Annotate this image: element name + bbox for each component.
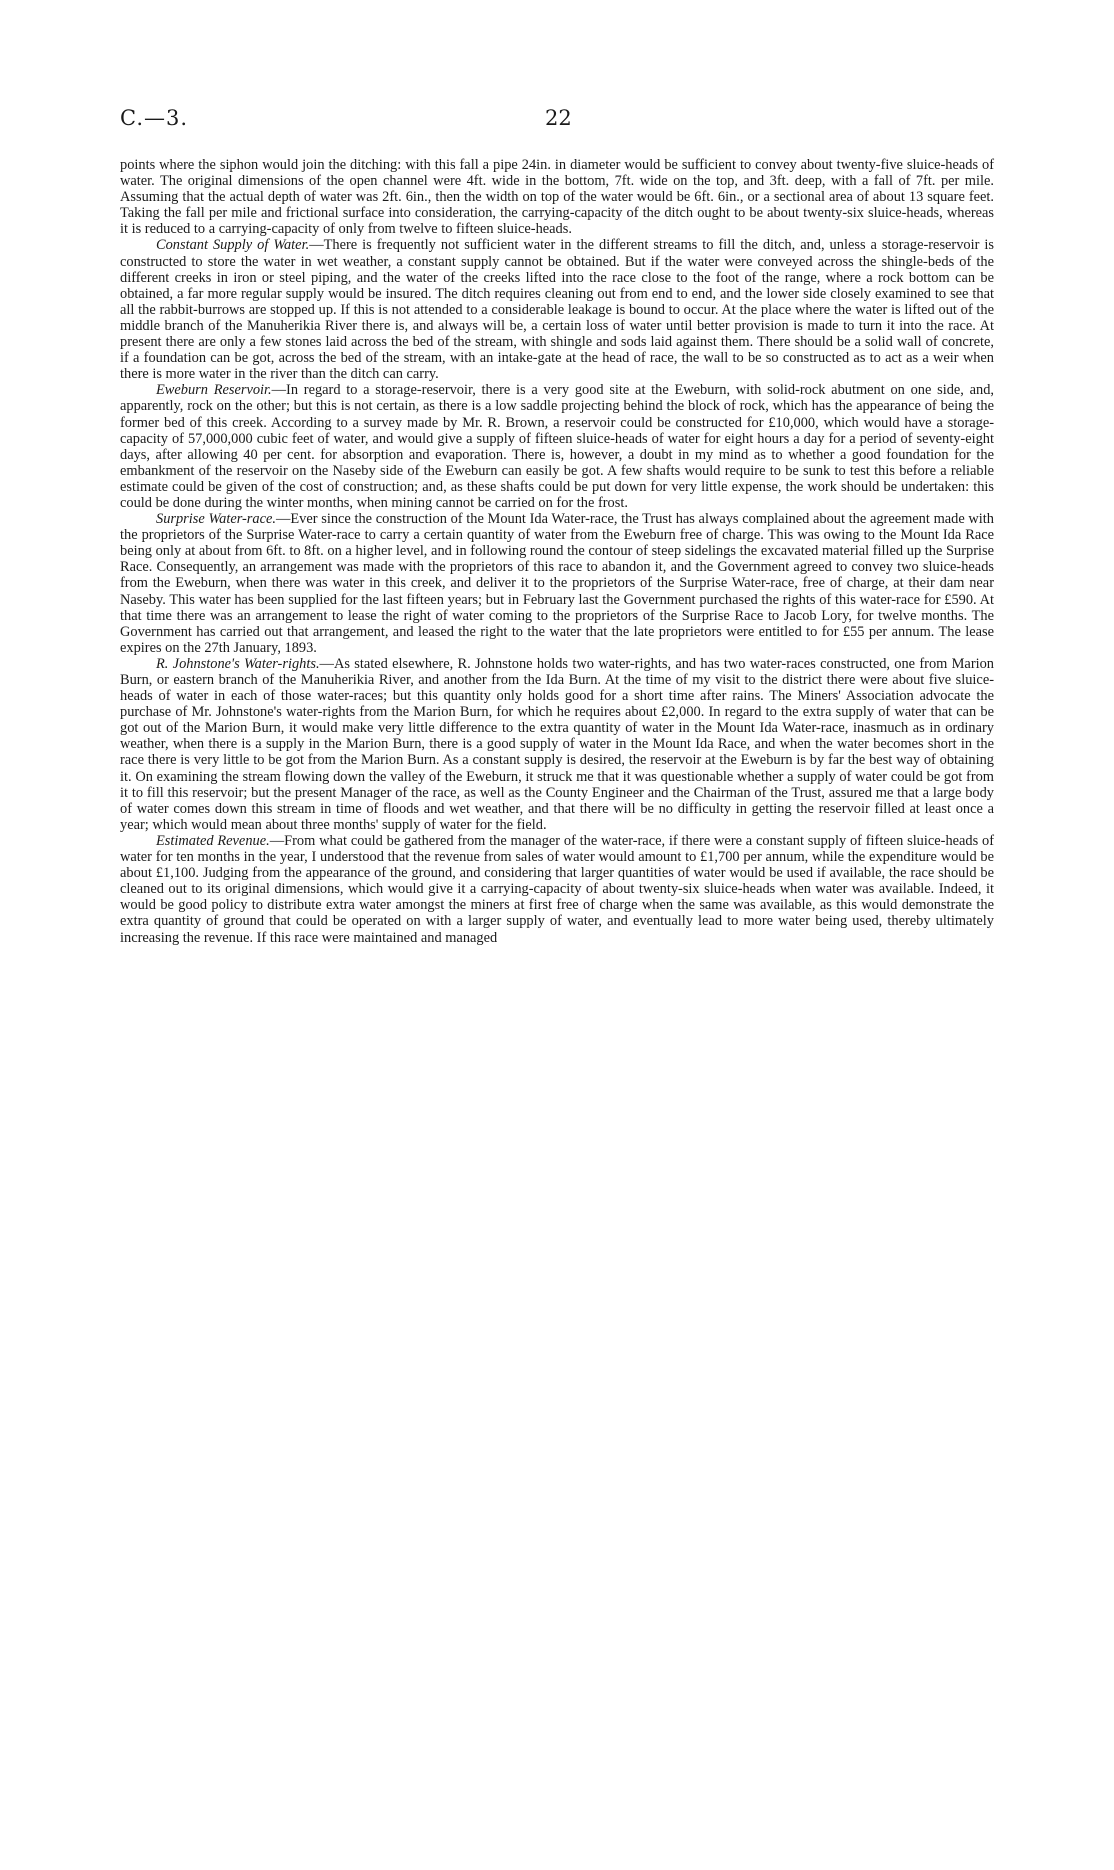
paragraph-estimated-revenue [120,833,994,946]
paragraph-text: —In regard to a storage-reservoir, there is a very good site at the Eweburn, with solid-rock abutment on one side, and, apparently, rock on the other; but this is not certain, as there is a low saddle projecting behind the block of rock, which has the appearance of being the former bed of this creek. According to a survey made by Mr. R. Brown, a reservoir could be constructed for £10,000, which would have a storage-capacity of 57,000,000 cubic feet of water, and would give a supply of fifteen sluice-heads of water for eight hours a day for a period of seventy-eight days, after allowing 40 per cent. for absorption and evaporation. There is, however, a doubt in my mind as to whether a good foundation for the embankment of the reservoir on the Naseby side of the Eweburn can easily be got. A few shafts would require to be sunk to test this before a reliable estimate could be given of the cost of construction; and, as these shafts could be put down for very little expense, the work should be undertaken: this could be done during the winter months, when mining cannot be carried on for the frost. [120,382,994,511]
page-number: 22 [545,106,572,130]
paragraph-siphon [120,157,994,237]
section-heading: Constant Supply of Water. [156,237,310,254]
paragraph-text: —From what could be gathered from the manager of the water-race, if there were a constant supply of fifteen sluice-heads of water for ten months in the year, I understood that the revenue from sales of water would amount to £1,700 per annum, while the expenditure would be about £1,100. Judging from the appearance of the ground, and considering that larger quantities of water would be used if available, the race should be cleaned out to its original dimensions, which would give it a carrying-capacity of about twenty-six sluice-heads when water was available. Indeed, it would be good policy to distribute extra water amongst the miners at first free of charge when the same was available, as this would demonstrate the extra quantity of ground that could be operated on with a larger supply of water, and eventually lead to more water being used, thereby ultimately increasing the revenue. If this race were maintained and managed [120,832,995,946]
paragraph-text: —As stated elsewhere, R. Johnstone holds two water-rights, and has two water-races constructed, one from Marion Burn, or eastern branch of the Manuherikia River, and another from the Ida Burn. At the time of my visit to the district there were about five sluice-heads of water in each of those water-races; but this quantity only holds good for a short time after rains. The Miners' Association advocate the purchase of Mr. Johnstone's water-rights from the Marion Burn, for which he requires about £2,000. In regard to the extra supply of water that can be got out of the Marion Burn, it would make very little difference to the extra quantity of water in the Mount Ida Water-race, inasmuch as in ordinary weather, when there is a supply in the Marion Burn, there is a good supply of water in the Mount Ida Race, and when the water becomes short in the race there is very little to be got from the Marion Burn. As a constant supply is desired, the reservoir at the Eweburn is by far the best way of obtaining it. On examining the stream flowing down the valley of the Eweburn, it struck me that it was questionable whether a supply of water could be got from it to fill this reservoir; but the present Manager of the race, as well as the County Engineer and the Chairman of the Trust, assured me that a large body of water comes down this stream in time of floods and wet weather, and that there will be no difficulty in getting the reservoir filled at least once a year; which would mean about three months' supply of water for the field. [120,655,994,833]
paragraph-text: —There is frequently not sufficient water in the different streams to fill the ditch, and, unless a storage-reservoir is constructed to store the water in wet weather, a constant supply cannot be obtained. But if the water were conveyed across the shingle-beds of the different creeks in iron or steel piping, and the water of the creeks lifted into the race close to the foot of the range, where a rock bottom can be obtained, a far more regular supply would be insured. The ditch requires cleaning out from end to end, and the lower side closely examined to see that all the rabbit-burrows are stopped up. If this is not attended to a considerable leakage is bound to occur. At the place where the water is lifted out of the middle branch of the Manuherikia River there is, and always will be, a certain loss of water until better provision is made to turn it into the race. At present there are only a few stones laid across the bed of the stream, with shingle and sods laid against them. There should be a solid wall of concrete, if a foundation can be got, across the bed of the stream, with an intake-gate at the head of race, the wall to be so constructed as to act as a weir when there is more water in the river than the ditch can carry. [120,237,995,383]
paragraph-text: —Ever since the construction of the Mount Ida Water-race, the Trust has always complained about the agreement made with the proprietors of the Surprise Water-race to carry a certain quantity of water from the Eweburn free of charge. This was owing to the Mount Ida Race being only at about from 6ft. to 8ft. on a higher level, and in following round the contour of steep sidelings the excavated material filled up the Surprise Race. Consequently, an arrangement was made with the proprietors of this race to abandon it, and the Government agreed to convey two sluice-heads from the Eweburn, when there was water in this creek, and deliver it to the proprietors of the Surprise Water-race, free of charge, at their dam near Naseby. This water has been supplied for the last fifteen years; but in February last the Government purchased the rights of this water-race for £590. At that time there was an arrangement to lease the right of water coming to the proprietors of the Surprise Race to Jacob Lory, for twelve months. The Government has carried out that arrangement, and leased the right to the water that the late proprietors were entitled to for £55 per annum. The lease expires on the 27th January, 1893. [120,511,995,656]
section-heading: Surprise Water-race. [156,511,276,528]
section-heading: Eweburn Reservoir. [156,382,272,399]
paragraph-text: points where the siphon would join the ditching: with this fall a pipe 24in. in diameter would be sufficient to convey about twenty-five sluice-heads of water. The original dimensions of the open channel were 4ft. wide in the bottom, 7ft. wide on the top, and 3ft. deep, with a fall of 7ft. per mile. Assuming that the actual depth of water was 2ft. 6in., then the width on top of the water would be 6ft. 6in., or a sectional area of about 13 square feet. Taking the fall per mile and frictional surface into consideration, the carrying-capacity of the ditch ought to be about twenty-six sluice-heads, whereas it is reduced to a carrying-capacity of only from twelve to fifteen sluice-heads. [120,157,994,238]
page-header [0,106,1114,142]
paragraph-johnstone-water-rights [120,656,994,833]
paragraph-surprise-water-race [120,511,994,656]
section-heading: R. Johnstone's Water-rights. [156,655,320,672]
body-text [120,157,994,946]
section-heading: Estimated Revenue. [156,832,270,849]
paragraph-eweburn-reservoir [120,382,994,511]
document-reference: C.—3. [120,106,189,130]
paragraph-constant-supply [120,237,994,382]
